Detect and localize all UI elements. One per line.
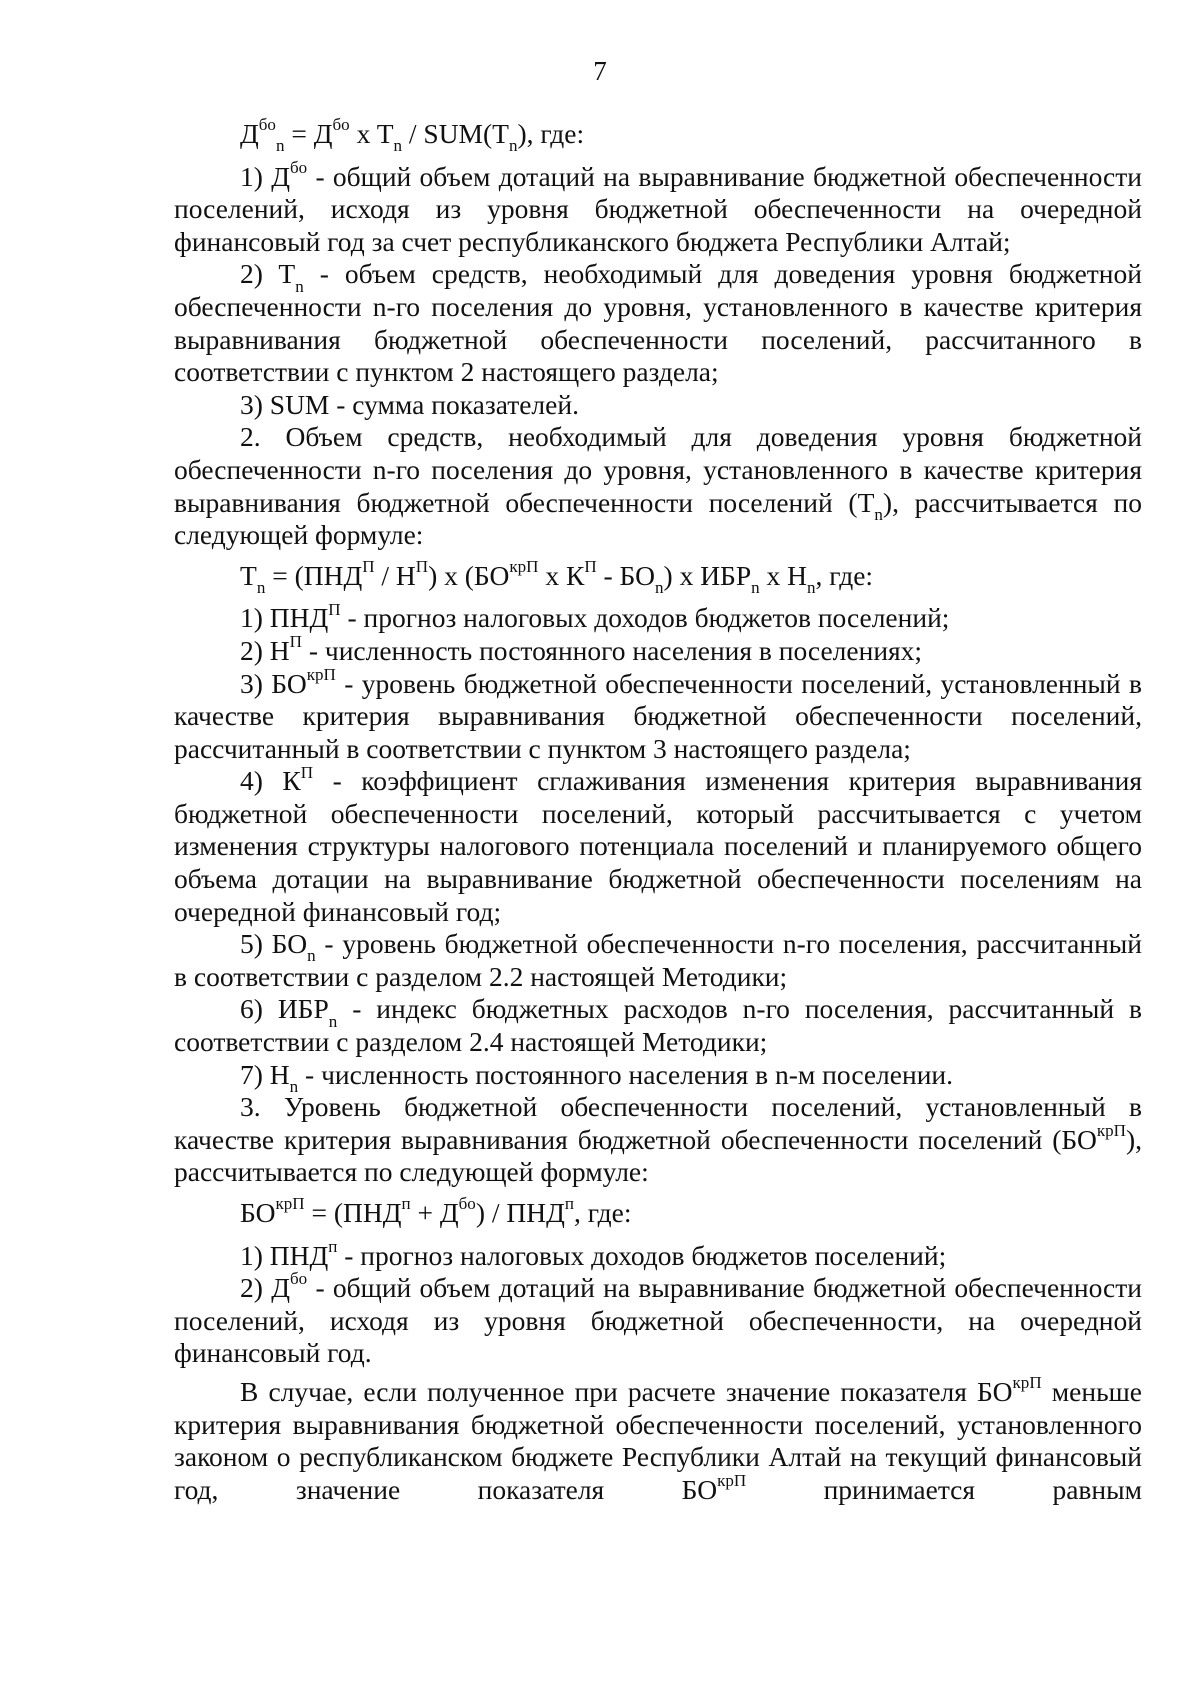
paragraph-formula-tn: $T_n = (ПНД^П / Н^П)$ x ($БО^{крП}$ x $К^П - БО_n$) x $ИБР_n$ x $Н_n$, где:: [240, 557, 874, 597]
paragraph-def-sum: 3) SUM - сумма показателей.: [240, 388, 579, 420]
paragraph-def-bon: 5) $БО_n$ - уровень бюджетной обеспеченности n-го поселения, рассчитанный в соответствии с разделом 2.2 настоящей Методики;: [174, 928, 1142, 992]
paragraph-def-tn: 2) $T_n$ - объем средств, необходимый для доведения уровня бюджетной обеспеченности n-го поселения до уровня, установленного в качестве критерия выравнивания бюджетной обеспеченности поселений, рассчитанного в соответствии с пунктом 2 настоящего раздела;: [174, 258, 1142, 388]
paragraph-def-pnd: 1) $ПНД^П$ - прогноз налоговых доходов бюджетов поселений;: [240, 599, 950, 634]
paragraph-def-bokrp: 3) $БО^{крП}$ - уровень бюджетной обеспеченности поселений, установленный в качестве критерия выравнивания бюджетной обеспеченности поселений, рассчитанный в соответствии с пунктом 3 настоящего раздела;: [174, 664, 1142, 764]
paragraph-formula-dbo: $Д^{бо}_n = Д^{бо}$ x $T_n / SUM(T_n)$, где:: [240, 115, 585, 156]
paragraph-def-pnd-2: 1) $ПНД^п$ - прогноз налоговых доходов бюджетов поселений;: [240, 1236, 947, 1271]
paragraph-formula-bokrp: $БО^{крП} = (ПНД^п + Д^{бо}) / ПНД^п$, где:: [240, 1194, 632, 1228]
paragraph-def-dbo: 1) $Д^{бо}$ - общий объем дотаций на выравнивание бюджетной обеспеченности поселений, исходя из уровня бюджетной обеспеченности на очередной финансовый год за счет республиканского бюджета Республики Алтай;: [174, 157, 1142, 257]
paragraph-item-3: 3. Уровень бюджетной обеспеченности поселений, установленный в качестве критерия выравнивания бюджетной обеспеченности поселений $(БО^{крП})$, рассчитывается по следующей формуле:: [174, 1091, 1142, 1188]
page-number: 7: [593, 56, 607, 86]
paragraph-def-ibrn: 6) $ИБР_n$ - индекс бюджетных расходов n-го поселения, рассчитанный в соответствии с разделом 2.4 настоящей Методики;: [174, 993, 1142, 1058]
paragraph-def-np: 2) $Н^П$ - численность постоянного населения в поселениях;: [240, 632, 923, 666]
paragraph-def-kp: 4) $К^П$ - коэффициент сглаживания изменения критерия выравнивания бюджетной обеспеченности поселений, который рассчитывается с учетом изменения структуры налогового потенциала поселений и планируемого общего объема дотации на выравнивание бюджетной обеспеченности поселениям на очередной финансовый год;: [174, 762, 1143, 927]
document-body: [174, 115, 1143, 1506]
paragraph-para-case: В случае, если полученное при расчете значение показателя $БО^{крП}$ меньше критерия выравнивания бюджетной обеспеченности поселений, установленного законом о республиканском бюджете Республики Алтай на текущий финансовый год, значение показателя $БО^{крП}$ принимается равным: [174, 1373, 1143, 1505]
paragraph-def-nn: 7) $Н_n$ - численность постоянного населения в n-м поселении.: [240, 1058, 954, 1096]
paragraph-item-2: 2. Объем средств, необходимый для доведения уровня бюджетной обеспеченности n-го поселения до уровня, установленного в качестве критерия выравнивания бюджетной обеспеченности поселений $(T_n)$, рассчитывается по следующей формуле:: [174, 421, 1142, 551]
paragraph-def-dbo-2: 2) $Д^{бо}$ - общий объем дотаций на выравнивание бюджетной обеспеченности поселений, исходя из уровня бюджетной обеспеченности, на очередной финансовый год.: [174, 1269, 1142, 1369]
